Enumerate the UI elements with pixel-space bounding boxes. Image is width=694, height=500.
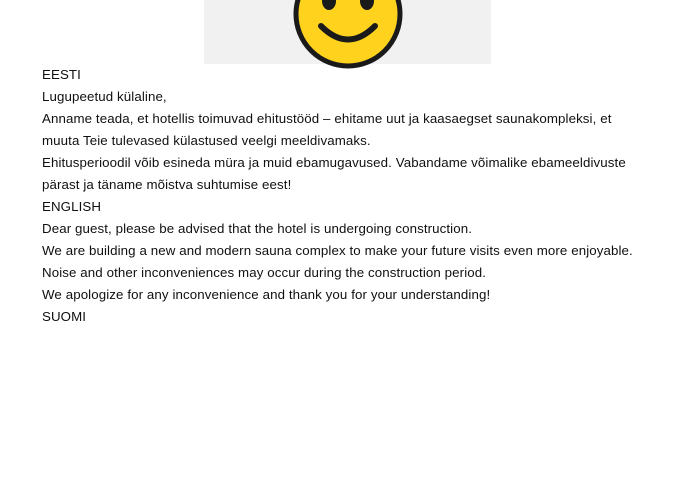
paragraph-eesti-3: Ehitusperioodil võib esineda müra ja muid ebamugavused. Vabandame võimalike ebameeldivuste pärast ja täname mõistva suhtumise eest! xyxy=(42,155,626,192)
header-image-band xyxy=(204,0,491,64)
section-heading-suomi: SUOMI xyxy=(42,309,87,324)
document-body xyxy=(0,64,694,324)
section-heading-english: ENGLISH xyxy=(42,199,102,214)
paragraph-eesti-2: Anname teada, et hotellis toimuvad ehitustööd – ehitame uut ja kaasaegset saunakompleksi, et muuta Teie tulevased külastused veelgi meeldivamaks. xyxy=(42,111,612,148)
paragraph-english-3: We apologize for any inconvenience and thank you for your understanding! xyxy=(42,287,491,302)
paragraph-english-1: Dear guest, please be advised that the hotel is undergoing construction. xyxy=(42,221,473,236)
section-heading-eesti: EESTI xyxy=(42,67,81,82)
paragraph-eesti-1: Lugupeetud külaline, xyxy=(42,89,167,104)
paragraph-english-2: We are building a new and modern sauna complex to make your future visits even more enjoyable. Noise and other inconveniences may occur during the construction period. xyxy=(42,243,633,280)
